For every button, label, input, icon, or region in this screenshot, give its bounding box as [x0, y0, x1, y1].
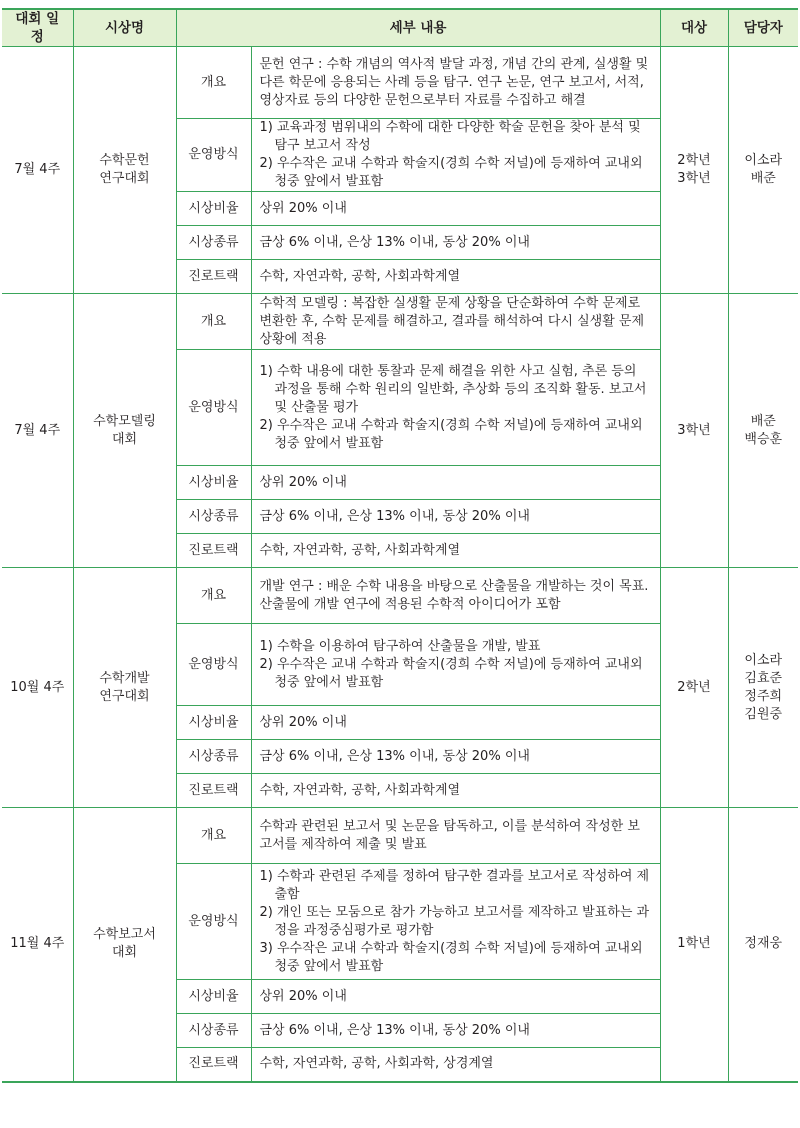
detail-text: 금상 6% 이내, 은상 13% 이내, 동상 20% 이내 — [259, 1022, 530, 1038]
manager-cell — [728, 808, 798, 1082]
detail-list-item: 2) 우수작은 교내 수학과 학술지(경희 수학 저널)에 등재하여 교내외 청중 앞에서 발표함 — [259, 156, 643, 189]
manager-cell — [728, 294, 798, 568]
detail-text: 수학, 자연과학, 공학, 사회과학계열 — [259, 268, 461, 284]
target-cell — [660, 294, 728, 568]
schedule-cell — [2, 808, 73, 1082]
target-cell — [660, 568, 728, 808]
detail-label-track: 진로트랙 — [176, 534, 251, 568]
schedule-cell — [2, 294, 73, 568]
award-name-cell — [73, 568, 176, 808]
award-name-line: 수학보고서 — [93, 927, 156, 943]
detail-content-ratio — [251, 466, 660, 500]
detail-label-ratio: 시상비율 — [176, 706, 251, 740]
manager-name: 이소라 — [744, 652, 783, 668]
detail-content-method — [251, 350, 660, 466]
award-name-line: 연구대회 — [99, 688, 150, 704]
detail-label-method: 운영방식 — [176, 864, 251, 980]
detail-content-overview — [251, 294, 660, 350]
detail-text: 수학, 자연과학, 공학, 사회과학계열 — [259, 542, 461, 558]
detail-label-types: 시상종류 — [176, 1014, 251, 1048]
detail-list-item: 1) 교육과정 범위내의 수학에 대한 다양한 학술 문헌을 찾아 분석 및 탐구 보고서 작성 — [259, 120, 641, 153]
header-target: 대상 — [660, 9, 728, 47]
manager-cell — [728, 568, 798, 808]
detail-content-types — [251, 1014, 660, 1048]
detail-list-item: 2) 개인 또는 모둠으로 참가 가능하고 보고서를 제작하고 발표하는 과정을 과정중심평가로 평가함 — [259, 904, 650, 938]
detail-text: 상위 20% 이내 — [259, 474, 347, 490]
detail-list-item: 2) 우수작은 교내 수학과 학술지(경희 수학 저널)에 등재하여 교내외 청중 앞에서 발표함 — [259, 656, 643, 690]
detail-text: 금상 6% 이내, 은상 13% 이내, 동상 20% 이내 — [259, 234, 530, 250]
target-grade: 3학년 — [677, 171, 711, 186]
detail-label-types: 시상종류 — [176, 740, 251, 774]
contest-schedule-table — [2, 8, 798, 1083]
detail-label-method: 운영방식 — [176, 119, 251, 192]
manager-name: 김효준 — [744, 670, 783, 686]
detail-label-overview: 개요 — [176, 808, 251, 864]
target-grade: 2학년 — [677, 153, 711, 168]
table-row — [2, 294, 798, 350]
header-row — [2, 9, 798, 47]
target-grade: 2학년 — [677, 679, 711, 695]
award-name-line: 대회 — [111, 945, 138, 961]
manager-name: 이소라 — [744, 153, 783, 168]
award-name-line: 수학모델링 — [93, 413, 156, 429]
detail-content-ratio — [251, 192, 660, 226]
schedule-cell — [2, 568, 73, 808]
target-cell — [660, 808, 728, 1082]
manager-cell — [728, 47, 798, 294]
detail-text: 수학적 모델링 : 복잡한 실생활 문제 상황을 단순화하여 수학 문제로 변환한 후, 수학 문제를 해결하고, 결과를 해석하여 다시 실생활 문제 상황에 적용 — [259, 295, 645, 347]
manager-name: 배준 — [750, 171, 776, 186]
detail-content-track — [251, 774, 660, 808]
table-row — [2, 47, 798, 119]
detail-content-track — [251, 1048, 660, 1082]
detail-content-overview — [251, 568, 660, 624]
table-body — [2, 47, 798, 1082]
manager-name: 정주희 — [744, 688, 783, 704]
detail-label-method: 운영방식 — [176, 624, 251, 706]
detail-list-item: 3) 우수작은 교내 수학과 학술지(경희 수학 저널)에 등재하여 교내외 청중 앞에서 발표함 — [259, 940, 643, 974]
detail-label-ratio: 시상비율 — [176, 980, 251, 1014]
detail-text: 상위 20% 이내 — [259, 988, 347, 1004]
award-name-line: 연구대회 — [99, 171, 150, 186]
schedule-cell — [2, 47, 73, 294]
award-name-line: 수학개발 — [99, 670, 150, 686]
header-award-name: 시상명 — [73, 9, 176, 47]
detail-text: 문헌 연구 : 수학 개념의 역사적 발달 과정, 개념 간의 관계, 실생활 및 다른 학문에 응용되는 사례 등을 탐구. 연구 논문, 연구 보고서, 서적, 영상자료 등의 다양한 문헌으로부터 자료를 수집하고 해결 — [259, 56, 649, 108]
detail-label-track: 진로트랙 — [176, 260, 251, 294]
detail-label-types: 시상종류 — [176, 500, 251, 534]
manager-name: 배준 — [750, 413, 776, 429]
detail-content-types — [251, 740, 660, 774]
award-name-line: 수학문헌 — [99, 153, 150, 168]
target-grade: 1학년 — [677, 936, 711, 952]
detail-label-overview: 개요 — [176, 47, 251, 119]
detail-label-track: 진로트랙 — [176, 774, 251, 808]
detail-label-overview: 개요 — [176, 568, 251, 624]
target-grade: 3학년 — [677, 422, 711, 438]
detail-text: 금상 6% 이내, 은상 13% 이내, 동상 20% 이내 — [259, 508, 530, 524]
detail-content-types — [251, 500, 660, 534]
detail-list-item: 1) 수학과 관련된 주제를 정하여 탐구한 결과를 보고서로 작성하여 제출함 — [259, 868, 650, 902]
detail-text: 수학, 자연과학, 공학, 사회과학계열 — [259, 782, 461, 798]
schedule-text: 7월 4주 — [14, 162, 61, 177]
detail-content-types — [251, 226, 660, 260]
detail-content-track — [251, 260, 660, 294]
manager-name: 김원중 — [744, 706, 783, 722]
detail-label-types: 시상종류 — [176, 226, 251, 260]
header-schedule: 대회 일정 — [2, 9, 73, 47]
detail-label-track: 진로트랙 — [176, 1048, 251, 1082]
manager-name: 백승훈 — [744, 431, 783, 447]
award-name-line: 대회 — [111, 431, 138, 447]
detail-text: 수학과 관련된 보고서 및 논문을 탐독하고, 이를 분석하여 작성한 보고서를 제작하여 제출 및 발표 — [259, 818, 640, 852]
schedule-text: 10월 4주 — [10, 679, 65, 695]
detail-content-overview — [251, 808, 660, 864]
schedule-text: 11월 4주 — [10, 936, 65, 952]
detail-text: 상위 20% 이내 — [259, 200, 347, 216]
target-cell — [660, 47, 728, 294]
detail-text: 수학, 자연과학, 공학, 사회과학, 상경계열 — [259, 1056, 494, 1072]
manager-name: 정재웅 — [744, 936, 783, 952]
table-header — [2, 9, 798, 47]
schedule-text: 7월 4주 — [14, 422, 61, 438]
detail-list-item: 1) 수학 내용에 대한 통찰과 문제 해결을 위한 사고 실험, 추론 등의 과정을 통해 수학 원리의 일반화, 추상화 등의 조직화 활동. 보고서 및 산출물 평가 — [259, 363, 647, 415]
detail-content-method — [251, 624, 660, 706]
detail-label-overview: 개요 — [176, 294, 251, 350]
detail-list-item: 2) 우수작은 교내 수학과 학술지(경희 수학 저널)에 등재하여 교내외 청중 앞에서 발표함 — [259, 417, 643, 451]
detail-content-ratio — [251, 706, 660, 740]
detail-label-ratio: 시상비율 — [176, 466, 251, 500]
award-name-cell — [73, 47, 176, 294]
detail-label-method: 운영방식 — [176, 350, 251, 466]
detail-content-method — [251, 864, 660, 980]
header-manager: 담당자 — [728, 9, 798, 47]
table-row — [2, 808, 798, 864]
header-details: 세부 내용 — [176, 9, 660, 47]
detail-list-item: 1) 수학을 이용하여 탐구하여 산출물을 개발, 발표 — [259, 638, 541, 654]
detail-label-ratio: 시상비율 — [176, 192, 251, 226]
table-row — [2, 568, 798, 624]
detail-text: 개발 연구 : 배운 수학 내용을 바탕으로 산출물을 개발하는 것이 목표. 산출물에 개발 연구에 적용된 수학적 아이디어가 포함 — [259, 578, 649, 612]
detail-content-method — [251, 119, 660, 192]
award-name-cell — [73, 294, 176, 568]
detail-text: 상위 20% 이내 — [259, 714, 347, 730]
detail-text: 금상 6% 이내, 은상 13% 이내, 동상 20% 이내 — [259, 748, 530, 764]
detail-content-overview — [251, 47, 660, 119]
detail-content-track — [251, 534, 660, 568]
award-name-cell — [73, 808, 176, 1082]
detail-content-ratio — [251, 980, 660, 1014]
